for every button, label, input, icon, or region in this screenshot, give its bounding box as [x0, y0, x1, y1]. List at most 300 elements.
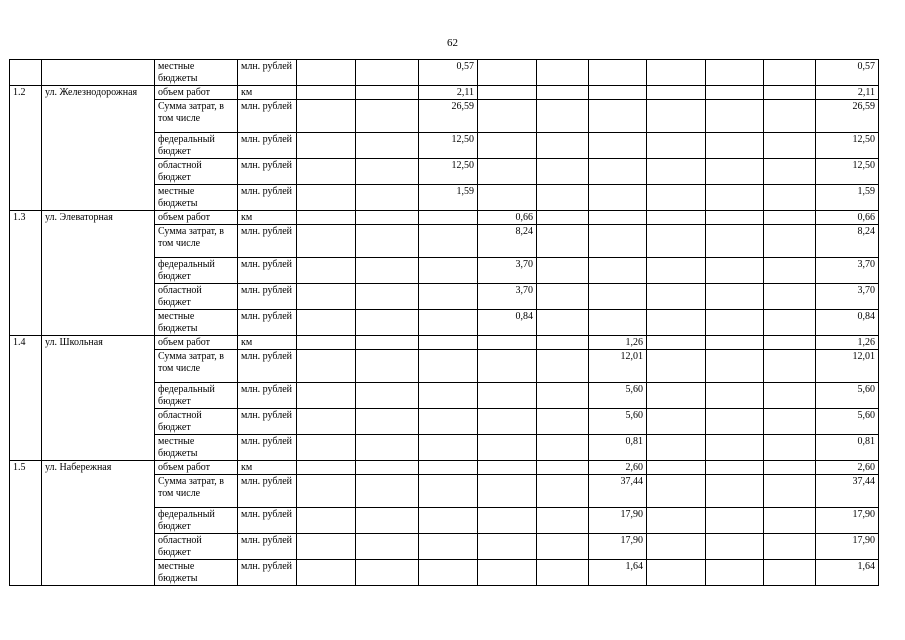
- unit-cell: млн. рублей: [238, 284, 297, 310]
- value-cell: [706, 284, 764, 310]
- value-cell: [706, 409, 764, 435]
- value-cell: 0,84: [478, 310, 537, 336]
- row-name-cell: [42, 159, 155, 185]
- row-name-cell: ул. Элеваторная: [42, 211, 155, 225]
- value-cell: [764, 383, 816, 409]
- table-row: [10, 211, 879, 225]
- value-cell: 17,90: [589, 508, 647, 534]
- value-cell: [706, 133, 764, 159]
- row-name-cell: [42, 258, 155, 284]
- value-cell: [419, 475, 478, 508]
- budget-table-body: [10, 60, 879, 586]
- unit-cell: млн. рублей: [238, 225, 297, 258]
- value-cell: [356, 133, 419, 159]
- row-name-cell: ул. Набережная: [42, 461, 155, 475]
- row-name-cell: [42, 310, 155, 336]
- value-cell: [297, 409, 356, 435]
- value-cell: [537, 336, 589, 350]
- value-cell: [537, 225, 589, 258]
- value-cell: [706, 258, 764, 284]
- total-cell: 12,01: [816, 350, 879, 383]
- value-cell: [419, 383, 478, 409]
- value-cell: [537, 534, 589, 560]
- value-cell: 12,50: [419, 133, 478, 159]
- value-cell: [764, 225, 816, 258]
- total-cell: 17,90: [816, 534, 879, 560]
- value-cell: [419, 336, 478, 350]
- value-cell: [297, 310, 356, 336]
- unit-cell: млн. рублей: [238, 534, 297, 560]
- value-cell: [537, 461, 589, 475]
- value-cell: [647, 225, 706, 258]
- value-cell: [356, 258, 419, 284]
- row-code-cell: [10, 350, 42, 383]
- value-cell: [647, 133, 706, 159]
- value-cell: [706, 310, 764, 336]
- total-cell: 12,50: [816, 133, 879, 159]
- unit-cell: км: [238, 336, 297, 350]
- value-cell: [647, 350, 706, 383]
- row-name-cell: [42, 225, 155, 258]
- row-code-cell: [10, 225, 42, 258]
- row-name-cell: [42, 350, 155, 383]
- value-cell: [706, 435, 764, 461]
- row-name-cell: [42, 508, 155, 534]
- value-cell: [537, 475, 589, 508]
- total-cell: 1,26: [816, 336, 879, 350]
- value-cell: [297, 258, 356, 284]
- value-cell: [589, 185, 647, 211]
- value-cell: [764, 86, 816, 100]
- indicator-cell: областной бюджет: [155, 534, 238, 560]
- value-cell: [647, 211, 706, 225]
- unit-cell: млн. рублей: [238, 258, 297, 284]
- row-code-cell: [10, 284, 42, 310]
- table-row: [10, 383, 879, 409]
- value-cell: 12,50: [419, 159, 478, 185]
- value-cell: [297, 159, 356, 185]
- unit-cell: км: [238, 461, 297, 475]
- total-cell: 0,81: [816, 435, 879, 461]
- value-cell: [537, 159, 589, 185]
- value-cell: [589, 225, 647, 258]
- unit-cell: млн. рублей: [238, 159, 297, 185]
- total-cell: 3,70: [816, 258, 879, 284]
- value-cell: [706, 350, 764, 383]
- value-cell: [589, 133, 647, 159]
- indicator-cell: областной бюджет: [155, 284, 238, 310]
- total-cell: 1,59: [816, 185, 879, 211]
- row-code-cell: [10, 534, 42, 560]
- value-cell: [764, 435, 816, 461]
- value-cell: [589, 258, 647, 284]
- row-code-cell: [10, 159, 42, 185]
- value-cell: [419, 560, 478, 586]
- value-cell: [706, 336, 764, 350]
- indicator-cell: объем работ: [155, 461, 238, 475]
- value-cell: [647, 100, 706, 133]
- indicator-cell: областной бюджет: [155, 409, 238, 435]
- total-cell: 2,11: [816, 86, 879, 100]
- value-cell: [478, 60, 537, 86]
- value-cell: [647, 461, 706, 475]
- table-row: [10, 350, 879, 383]
- table-row: [10, 100, 879, 133]
- indicator-cell: федеральный бюджет: [155, 258, 238, 284]
- unit-cell: млн. рублей: [238, 508, 297, 534]
- row-name-cell: [42, 409, 155, 435]
- value-cell: [356, 508, 419, 534]
- total-cell: 1,64: [816, 560, 879, 586]
- value-cell: [647, 310, 706, 336]
- row-name-cell: [42, 185, 155, 211]
- value-cell: [478, 475, 537, 508]
- value-cell: [706, 534, 764, 560]
- indicator-cell: объем работ: [155, 211, 238, 225]
- value-cell: [478, 159, 537, 185]
- indicator-cell: областной бюджет: [155, 159, 238, 185]
- value-cell: [647, 475, 706, 508]
- row-code-cell: 1.5: [10, 461, 42, 475]
- value-cell: [297, 475, 356, 508]
- value-cell: [356, 409, 419, 435]
- value-cell: [537, 258, 589, 284]
- indicator-cell: объем работ: [155, 86, 238, 100]
- indicator-cell: местные бюджеты: [155, 435, 238, 461]
- value-cell: [764, 350, 816, 383]
- value-cell: 2,60: [589, 461, 647, 475]
- value-cell: [589, 86, 647, 100]
- indicator-cell: Сумма затрат, в том числе: [155, 225, 238, 258]
- value-cell: 3,70: [478, 258, 537, 284]
- value-cell: [419, 310, 478, 336]
- value-cell: 0,81: [589, 435, 647, 461]
- value-cell: [419, 461, 478, 475]
- value-cell: [537, 435, 589, 461]
- page-number: 62: [447, 37, 458, 49]
- value-cell: [478, 350, 537, 383]
- row-code-cell: [10, 258, 42, 284]
- value-cell: [297, 435, 356, 461]
- value-cell: [356, 310, 419, 336]
- value-cell: [356, 475, 419, 508]
- total-cell: 0,84: [816, 310, 879, 336]
- row-code-cell: [10, 60, 42, 86]
- row-name-cell: [42, 560, 155, 586]
- value-cell: 2,11: [419, 86, 478, 100]
- row-code-cell: [10, 508, 42, 534]
- value-cell: [537, 60, 589, 86]
- value-cell: [589, 211, 647, 225]
- value-cell: [537, 383, 589, 409]
- value-cell: [764, 534, 816, 560]
- row-code-cell: [10, 100, 42, 133]
- value-cell: [764, 461, 816, 475]
- value-cell: [419, 508, 478, 534]
- value-cell: 8,24: [478, 225, 537, 258]
- table-row: [10, 336, 879, 350]
- unit-cell: млн. рублей: [238, 560, 297, 586]
- value-cell: [356, 60, 419, 86]
- value-cell: [647, 284, 706, 310]
- row-name-cell: [42, 534, 155, 560]
- total-cell: 2,60: [816, 461, 879, 475]
- value-cell: 1,64: [589, 560, 647, 586]
- value-cell: [537, 560, 589, 586]
- value-cell: [478, 336, 537, 350]
- row-code-cell: [10, 133, 42, 159]
- budget-table: [9, 59, 879, 586]
- value-cell: [706, 60, 764, 86]
- value-cell: [764, 284, 816, 310]
- value-cell: [647, 258, 706, 284]
- value-cell: [647, 336, 706, 350]
- unit-cell: км: [238, 211, 297, 225]
- unit-cell: млн. рублей: [238, 133, 297, 159]
- indicator-cell: Сумма затрат, в том числе: [155, 100, 238, 133]
- total-cell: 5,60: [816, 409, 879, 435]
- value-cell: [356, 534, 419, 560]
- value-cell: [419, 211, 478, 225]
- total-cell: 26,59: [816, 100, 879, 133]
- value-cell: [589, 159, 647, 185]
- value-cell: [356, 159, 419, 185]
- table-row: [10, 461, 879, 475]
- table-row: [10, 560, 879, 586]
- value-cell: 37,44: [589, 475, 647, 508]
- value-cell: [297, 534, 356, 560]
- value-cell: [764, 409, 816, 435]
- total-cell: 0,57: [816, 60, 879, 86]
- value-cell: [478, 409, 537, 435]
- value-cell: [297, 86, 356, 100]
- value-cell: [356, 100, 419, 133]
- table-row: [10, 284, 879, 310]
- value-cell: [589, 310, 647, 336]
- value-cell: [647, 409, 706, 435]
- value-cell: [356, 86, 419, 100]
- value-cell: [356, 461, 419, 475]
- value-cell: 3,70: [478, 284, 537, 310]
- row-code-cell: 1.4: [10, 336, 42, 350]
- value-cell: [706, 159, 764, 185]
- value-cell: [478, 508, 537, 534]
- row-code-cell: [10, 560, 42, 586]
- row-name-cell: ул. Железнодорожная: [42, 86, 155, 100]
- indicator-cell: местные бюджеты: [155, 560, 238, 586]
- row-name-cell: ул. Школьная: [42, 336, 155, 350]
- value-cell: [478, 185, 537, 211]
- value-cell: [419, 409, 478, 435]
- value-cell: [764, 159, 816, 185]
- value-cell: [356, 435, 419, 461]
- table-row: [10, 534, 879, 560]
- value-cell: [764, 475, 816, 508]
- row-name-cell: [42, 100, 155, 133]
- value-cell: [297, 225, 356, 258]
- value-cell: [706, 461, 764, 475]
- table-row: [10, 508, 879, 534]
- table-row: [10, 60, 879, 86]
- unit-cell: млн. рублей: [238, 475, 297, 508]
- value-cell: [478, 534, 537, 560]
- value-cell: [537, 284, 589, 310]
- value-cell: [647, 435, 706, 461]
- row-code-cell: [10, 409, 42, 435]
- unit-cell: млн. рублей: [238, 409, 297, 435]
- value-cell: [589, 284, 647, 310]
- table-row: [10, 133, 879, 159]
- value-cell: 5,60: [589, 383, 647, 409]
- indicator-cell: Сумма затрат, в том числе: [155, 475, 238, 508]
- value-cell: [297, 284, 356, 310]
- value-cell: [419, 284, 478, 310]
- value-cell: [356, 383, 419, 409]
- value-cell: [589, 100, 647, 133]
- unit-cell: млн. рублей: [238, 383, 297, 409]
- row-code-cell: [10, 185, 42, 211]
- table-row: [10, 159, 879, 185]
- value-cell: [478, 435, 537, 461]
- row-code-cell: 1.2: [10, 86, 42, 100]
- value-cell: [297, 383, 356, 409]
- value-cell: [537, 508, 589, 534]
- value-cell: [647, 560, 706, 586]
- value-cell: [356, 284, 419, 310]
- value-cell: [356, 336, 419, 350]
- unit-cell: млн. рублей: [238, 185, 297, 211]
- value-cell: [764, 560, 816, 586]
- value-cell: [537, 211, 589, 225]
- row-code-cell: [10, 475, 42, 508]
- value-cell: [297, 350, 356, 383]
- unit-cell: млн. рублей: [238, 100, 297, 133]
- unit-cell: км: [238, 86, 297, 100]
- value-cell: [537, 409, 589, 435]
- value-cell: [706, 225, 764, 258]
- value-cell: 0,57: [419, 60, 478, 86]
- indicator-cell: федеральный бюджет: [155, 383, 238, 409]
- value-cell: [537, 185, 589, 211]
- indicator-cell: местные бюджеты: [155, 185, 238, 211]
- value-cell: [478, 560, 537, 586]
- value-cell: [478, 383, 537, 409]
- value-cell: [537, 100, 589, 133]
- unit-cell: млн. рублей: [238, 350, 297, 383]
- value-cell: [356, 225, 419, 258]
- value-cell: [297, 133, 356, 159]
- indicator-cell: Сумма затрат, в том числе: [155, 350, 238, 383]
- value-cell: [356, 560, 419, 586]
- indicator-cell: местные бюджеты: [155, 60, 238, 86]
- value-cell: [297, 560, 356, 586]
- unit-cell: млн. рублей: [238, 60, 297, 86]
- table-row: [10, 258, 879, 284]
- row-code-cell: [10, 310, 42, 336]
- value-cell: 1,59: [419, 185, 478, 211]
- value-cell: 17,90: [589, 534, 647, 560]
- value-cell: [419, 534, 478, 560]
- value-cell: [419, 435, 478, 461]
- value-cell: [356, 350, 419, 383]
- value-cell: [356, 185, 419, 211]
- value-cell: [356, 211, 419, 225]
- value-cell: [647, 86, 706, 100]
- row-name-cell: [42, 60, 155, 86]
- value-cell: [764, 336, 816, 350]
- value-cell: [647, 60, 706, 86]
- indicator-cell: объем работ: [155, 336, 238, 350]
- value-cell: [297, 336, 356, 350]
- value-cell: [478, 133, 537, 159]
- value-cell: [478, 461, 537, 475]
- value-cell: [647, 508, 706, 534]
- total-cell: 8,24: [816, 225, 879, 258]
- table-row: [10, 185, 879, 211]
- value-cell: [419, 225, 478, 258]
- value-cell: 0,66: [478, 211, 537, 225]
- value-cell: [297, 211, 356, 225]
- value-cell: [419, 350, 478, 383]
- value-cell: [706, 211, 764, 225]
- value-cell: 26,59: [419, 100, 478, 133]
- value-cell: 12,01: [589, 350, 647, 383]
- value-cell: [706, 185, 764, 211]
- value-cell: [297, 508, 356, 534]
- value-cell: [764, 185, 816, 211]
- table-row: [10, 409, 879, 435]
- value-cell: [706, 508, 764, 534]
- value-cell: [537, 133, 589, 159]
- value-cell: [478, 100, 537, 133]
- table-row: [10, 225, 879, 258]
- value-cell: [706, 383, 764, 409]
- indicator-cell: федеральный бюджет: [155, 133, 238, 159]
- row-name-cell: [42, 475, 155, 508]
- unit-cell: млн. рублей: [238, 435, 297, 461]
- value-cell: [647, 534, 706, 560]
- value-cell: [647, 159, 706, 185]
- value-cell: [647, 185, 706, 211]
- value-cell: 1,26: [589, 336, 647, 350]
- value-cell: [297, 461, 356, 475]
- value-cell: [764, 60, 816, 86]
- value-cell: [537, 350, 589, 383]
- total-cell: 3,70: [816, 284, 879, 310]
- unit-cell: млн. рублей: [238, 310, 297, 336]
- value-cell: [764, 100, 816, 133]
- value-cell: [297, 60, 356, 86]
- total-cell: 5,60: [816, 383, 879, 409]
- row-code-cell: [10, 435, 42, 461]
- row-name-cell: [42, 133, 155, 159]
- value-cell: [764, 508, 816, 534]
- value-cell: [706, 560, 764, 586]
- value-cell: [419, 258, 478, 284]
- value-cell: [589, 60, 647, 86]
- value-cell: [478, 86, 537, 100]
- table-row: [10, 310, 879, 336]
- value-cell: 5,60: [589, 409, 647, 435]
- row-code-cell: 1.3: [10, 211, 42, 225]
- value-cell: [764, 211, 816, 225]
- value-cell: [706, 100, 764, 133]
- value-cell: [297, 185, 356, 211]
- row-name-cell: [42, 284, 155, 310]
- indicator-cell: федеральный бюджет: [155, 508, 238, 534]
- row-name-cell: [42, 383, 155, 409]
- value-cell: [706, 86, 764, 100]
